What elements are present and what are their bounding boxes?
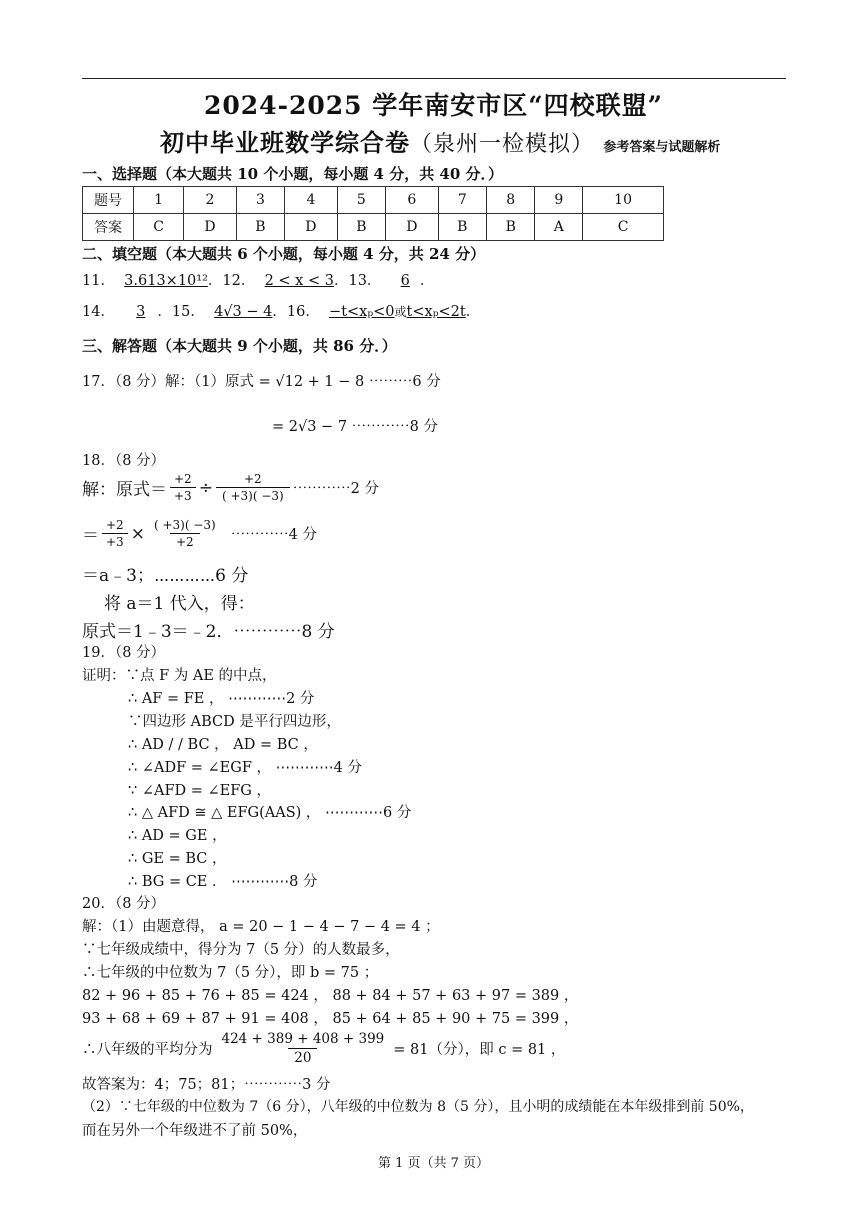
q13-label: ．13． (333, 273, 382, 289)
fraction-denominator: ( +3)( −3) (216, 487, 290, 504)
fraction-numerator: +2 (174, 472, 192, 486)
question-number: 2 (184, 187, 236, 214)
fraction-numerator: 424 + 389 + 408 + 399 (221, 1031, 385, 1047)
section3-heading: 三、解答题（本大题共 9 个小题，共 86 分．） (82, 337, 397, 355)
fraction-numerator: +2 (106, 518, 124, 532)
page-subtitle (160, 123, 720, 158)
page-footer: 第 1 页（共 7 页） (377, 1156, 490, 1171)
q18-label: 18．（8 分） (82, 453, 166, 469)
section2-heading: 二、填空题（本大题共 6 个小题，每小题 4 分，共 24 分） (82, 245, 486, 263)
q20-avg-prefix: ∴八年级的平均分为 (82, 1042, 213, 1058)
q19-line: ∴ AF = FE ， ⋯⋯⋯⋯2 分 (128, 691, 315, 707)
fraction-denominator: 20 (288, 1048, 317, 1067)
fraction (216, 1030, 391, 1067)
subtitle-text: 初中毕业班数学综合卷 (160, 128, 410, 157)
divide-sign: ÷ (198, 477, 213, 498)
question-number: 9 (535, 187, 583, 214)
question-number: 3 (236, 187, 284, 214)
q19-line: ∴ GE = BC ， (128, 851, 227, 867)
q19-line: ∴ △ AFD ≅ △ EFG(AAS) ， ⋯⋯⋯⋯6 分 (128, 805, 412, 821)
question-number: 8 (487, 187, 535, 214)
q18-score-1: ⋯⋯⋯⋯2 分 (292, 481, 380, 497)
q20-line-5: 93 + 68 + 69 + 87 + 91 = 408 ， 85 + 64 + 85 + 90 + 75 = 399 ， (82, 1011, 579, 1027)
answer-cell: C (583, 214, 664, 241)
q19-line: ∴ BG = CE ． ⋯⋯⋯⋯8 分 (128, 874, 318, 890)
line2-end: ． (465, 304, 481, 320)
q18-score-2: ⋯⋯⋯⋯4 分 (230, 527, 318, 543)
section1-heading: 一、选择题（本大题共 10 个小题，每小题 4 分，共 40 分．） (82, 165, 504, 183)
q17-line-2: = 2√3 − 7 ⋯⋯⋯⋯8 分 (272, 419, 438, 435)
table-row (83, 187, 664, 214)
q19-line: ∵ ∠AFD = ∠EFG ， (128, 783, 271, 799)
q18-line-3: ＝a﹣3；⋯⋯⋯⋯6 分 (82, 566, 249, 586)
fill-line-2 (82, 300, 480, 321)
q19-line: ∴ ∠ADF = ∠EGF ， ⋯⋯⋯⋯4 分 (128, 760, 362, 776)
page-title: 2024-2025 学年南安市区“四校联盟” (203, 91, 663, 120)
fraction (148, 517, 222, 550)
answer-cell: B (236, 214, 284, 241)
answer-cell: D (184, 214, 236, 241)
q20-line-4: 82 + 96 + 85 + 76 + 85 = 424 ， 88 + 84 + 57 + 63 + 97 = 389 ， (82, 988, 579, 1004)
q19-line: 证明：∵点 F 为 AE 的中点， (82, 668, 277, 684)
subtitle-note: 参考答案与试题解析 (603, 140, 721, 155)
row-label-question: 题号 (83, 187, 134, 214)
fill-line-1 (82, 269, 434, 290)
q20-line-1: 解：（1）由题意得， a = 20 − 1 − 4 − 7 − 4 = 4 ； (82, 919, 440, 935)
fraction-denominator: +3 (102, 533, 128, 550)
q15-label: ．15． (157, 304, 205, 320)
q15-answer: 4√3 − 4 (214, 304, 273, 320)
q17-line-1: 17．（8 分）解：（1）原式 = √12 + 1 − 8 ⋯⋯⋯6 分 (82, 374, 441, 390)
table-row (83, 214, 664, 241)
q18-line-2 (82, 517, 317, 550)
answer-cell: D (386, 214, 438, 241)
fraction-denominator: +2 (170, 533, 200, 550)
top-rule (82, 78, 786, 79)
answer-cell: B (438, 214, 486, 241)
answer-cell: C (134, 214, 184, 241)
q19-line: ∵四边形 ABCD 是平行四边形， (128, 714, 341, 730)
q12-answer: 2 < x < 3 (264, 273, 334, 289)
q20-line-7: 故答案为：4；75；81；⋯⋯⋯⋯3 分 (82, 1077, 331, 1093)
equals-sign: ＝ (82, 526, 99, 546)
q16-or: 或 (394, 305, 407, 319)
question-number: 7 (438, 187, 486, 214)
question-number: 10 (583, 187, 664, 214)
q18-line-1 (82, 471, 379, 504)
line1-end: ． (419, 273, 435, 289)
q16-answer-b: t<xₚ<2t (406, 304, 466, 320)
q20-label: 20．（8 分） (82, 896, 166, 912)
answer-cell: B (337, 214, 385, 241)
q14-label: 14． (82, 304, 115, 320)
q19-line: ∴ AD / / BC ， AD = BC ， (128, 737, 318, 753)
q20-line-3: ∴七年级的中位数为 7（5 分），即 b = 75 ； (82, 965, 379, 981)
row-label-answer: 答案 (83, 214, 134, 241)
fraction-numerator: ( +3)( −3) (153, 518, 216, 532)
q11-answer: 3.613×10¹² (124, 273, 208, 289)
answer-cell: A (535, 214, 583, 241)
q19-label: 19．（8 分） (82, 645, 166, 661)
answer-cell: B (487, 214, 535, 241)
q18-prefix: 解：原式＝ (82, 480, 167, 500)
q18-line-4: 将 a＝1 代入，得： (104, 594, 255, 614)
q12-label: ．12． (207, 273, 256, 289)
q19-line: ∴ AD = GE ， (128, 828, 227, 844)
fraction (102, 517, 128, 550)
fraction (170, 471, 196, 504)
q16-answer-a: −t<xₚ<0 (329, 304, 395, 320)
subtitle-paren: （泉州一检模拟） (410, 132, 595, 157)
question-number: 4 (285, 187, 337, 214)
q16-label: ．16． (272, 304, 320, 320)
q14-answer: 3 (136, 304, 146, 320)
multiply-sign: × (130, 523, 145, 544)
q20-avg-suffix: = 81（分），即 c = 81 ， (393, 1042, 566, 1058)
question-number: 5 (337, 187, 385, 214)
answer-table (82, 186, 664, 241)
fraction-numerator: +2 (243, 472, 262, 486)
q11-label: 11． (82, 273, 115, 289)
q13-answer: 6 (400, 273, 410, 289)
q20-line-2: ∵七年级成绩中，得分为 7（5 分）的人数最多， (82, 942, 400, 958)
q18-line-5: 原式＝1﹣3＝﹣2．⋯⋯⋯⋯8 分 (82, 622, 335, 642)
question-number: 6 (386, 187, 438, 214)
fraction-denominator: +3 (170, 487, 196, 504)
answer-cell: D (285, 214, 337, 241)
q20-line-9: 而在另外一个年级进不了前 50%， (82, 1123, 308, 1139)
question-number: 1 (134, 187, 184, 214)
q20-line-6 (82, 1030, 565, 1067)
fraction (216, 471, 290, 504)
q20-line-8: （2）∵七年级的中位数为 7（6 分），八年级的中位数为 8（5 分），且小明的成绩能在本年级排到前 50%， (82, 1099, 754, 1115)
